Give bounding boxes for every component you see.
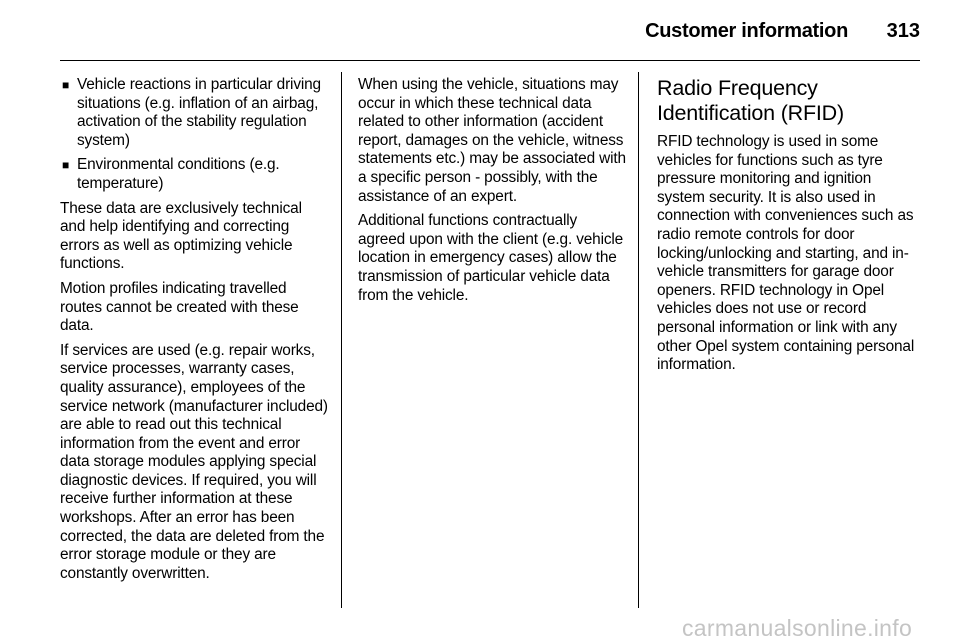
- column-divider-1: [341, 72, 342, 608]
- bullet-item: [60, 156, 330, 193]
- column-divider-2: [638, 72, 639, 608]
- bullet-square-icon: ■: [62, 78, 70, 92]
- bullet-text: Vehicle reactions in particular driving situations (e.g. inflation of an airbag, activation of the stability regulation system): [77, 76, 321, 149]
- paragraph: These data are exclusively technical and help identifying and correcting errors as well as optimizing vehicle functions.: [60, 199, 302, 273]
- header-divider: [60, 60, 920, 61]
- watermark: carmanualsonline.info: [682, 615, 913, 641]
- bullet-text: Environmental conditions (e.g. temperature): [77, 156, 280, 192]
- section-heading: Radio Frequency Identification (RFID): [657, 76, 844, 125]
- bullet-square-icon: ■: [62, 158, 70, 173]
- paragraph: If services are used (e.g. repair works, service processes, warranty cases, quality assurance), employees of the service network (manufacturer included) are able to read out this technical information from the event and error data storage modules applying special diagnostic devices. If required, you will receive further information at these workshops. After an error has been corrected, the data are deleted from the error storage module or they are constantly overwritten.: [60, 341, 328, 582]
- paragraph: Motion profiles indicating travelled routes cannot be created with these data.: [60, 279, 299, 335]
- paragraph: RFID technology is used in some vehicles for functions such as tyre pressure monitoring and ignition system security. It is also used in connection with conveniences such as radio remote controls for door locking/unlocking and starting, and in-vehicle transmitters for garage door openers. RFID technology in Opel vehicles does not use or record personal information or link with any other Opel system containing personal information.: [657, 133, 915, 374]
- page-title: Customer information: [645, 20, 848, 42]
- text-column-3: [657, 76, 923, 381]
- bullet-item: [60, 76, 330, 150]
- page-number: 313: [886, 20, 920, 42]
- paragraph: Additional functions contractually agreed upon with the client (e.g. vehicle location in emergency cases) allow the transmission of particular vehicle data from the vehicle.: [358, 212, 624, 304]
- text-column-2: [358, 76, 628, 311]
- paragraph: When using the vehicle, situations may occur in which these technical data related to other information (accident report, damages on the vehicle, witness statements etc.) may be associated with a specific person - possibly, with the assistance of an expert.: [358, 76, 626, 205]
- text-column-1: [60, 76, 330, 589]
